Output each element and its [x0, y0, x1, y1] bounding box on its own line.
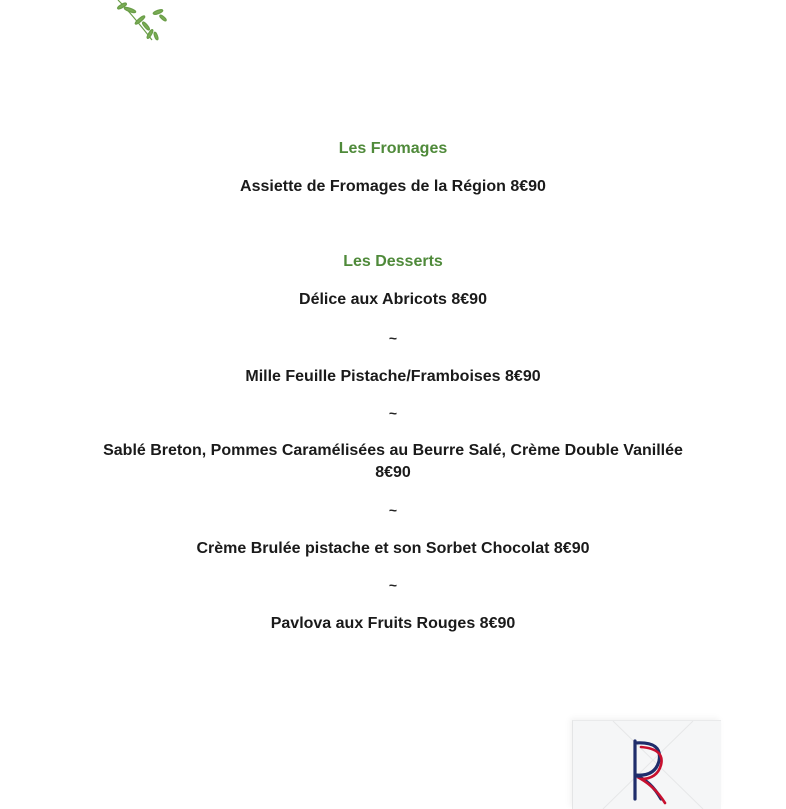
- menu-item: Délice aux Abricots 8€90: [299, 291, 487, 308]
- r-monogram-logo: [573, 721, 721, 809]
- menu-item-price: 8€90: [375, 464, 411, 481]
- separator: ~: [388, 577, 398, 593]
- menu-item: Pavlova aux Fruits Rouges 8€90: [270, 615, 516, 632]
- section-title-desserts: Les Desserts: [343, 253, 443, 270]
- menu-item: Crème Brulée pistache et son Sorbet Chocolat 8€90: [196, 540, 590, 557]
- menu-item: Assiette de Fromages de la Région 8€90: [240, 178, 546, 195]
- menu-item: Mille Feuille Pistache/Framboises 8€90: [245, 368, 541, 385]
- separator: ~: [388, 330, 398, 346]
- leaf-branch-icon: [100, 0, 180, 50]
- logo-card: [572, 720, 721, 809]
- separator: ~: [388, 405, 398, 421]
- separator: ~: [388, 502, 398, 518]
- section-title-fromages: Les Fromages: [338, 140, 448, 157]
- menu-item: Sablé Breton, Pommes Caramélisées au Beurre Salé, Crème Double Vanillée: [103, 442, 683, 459]
